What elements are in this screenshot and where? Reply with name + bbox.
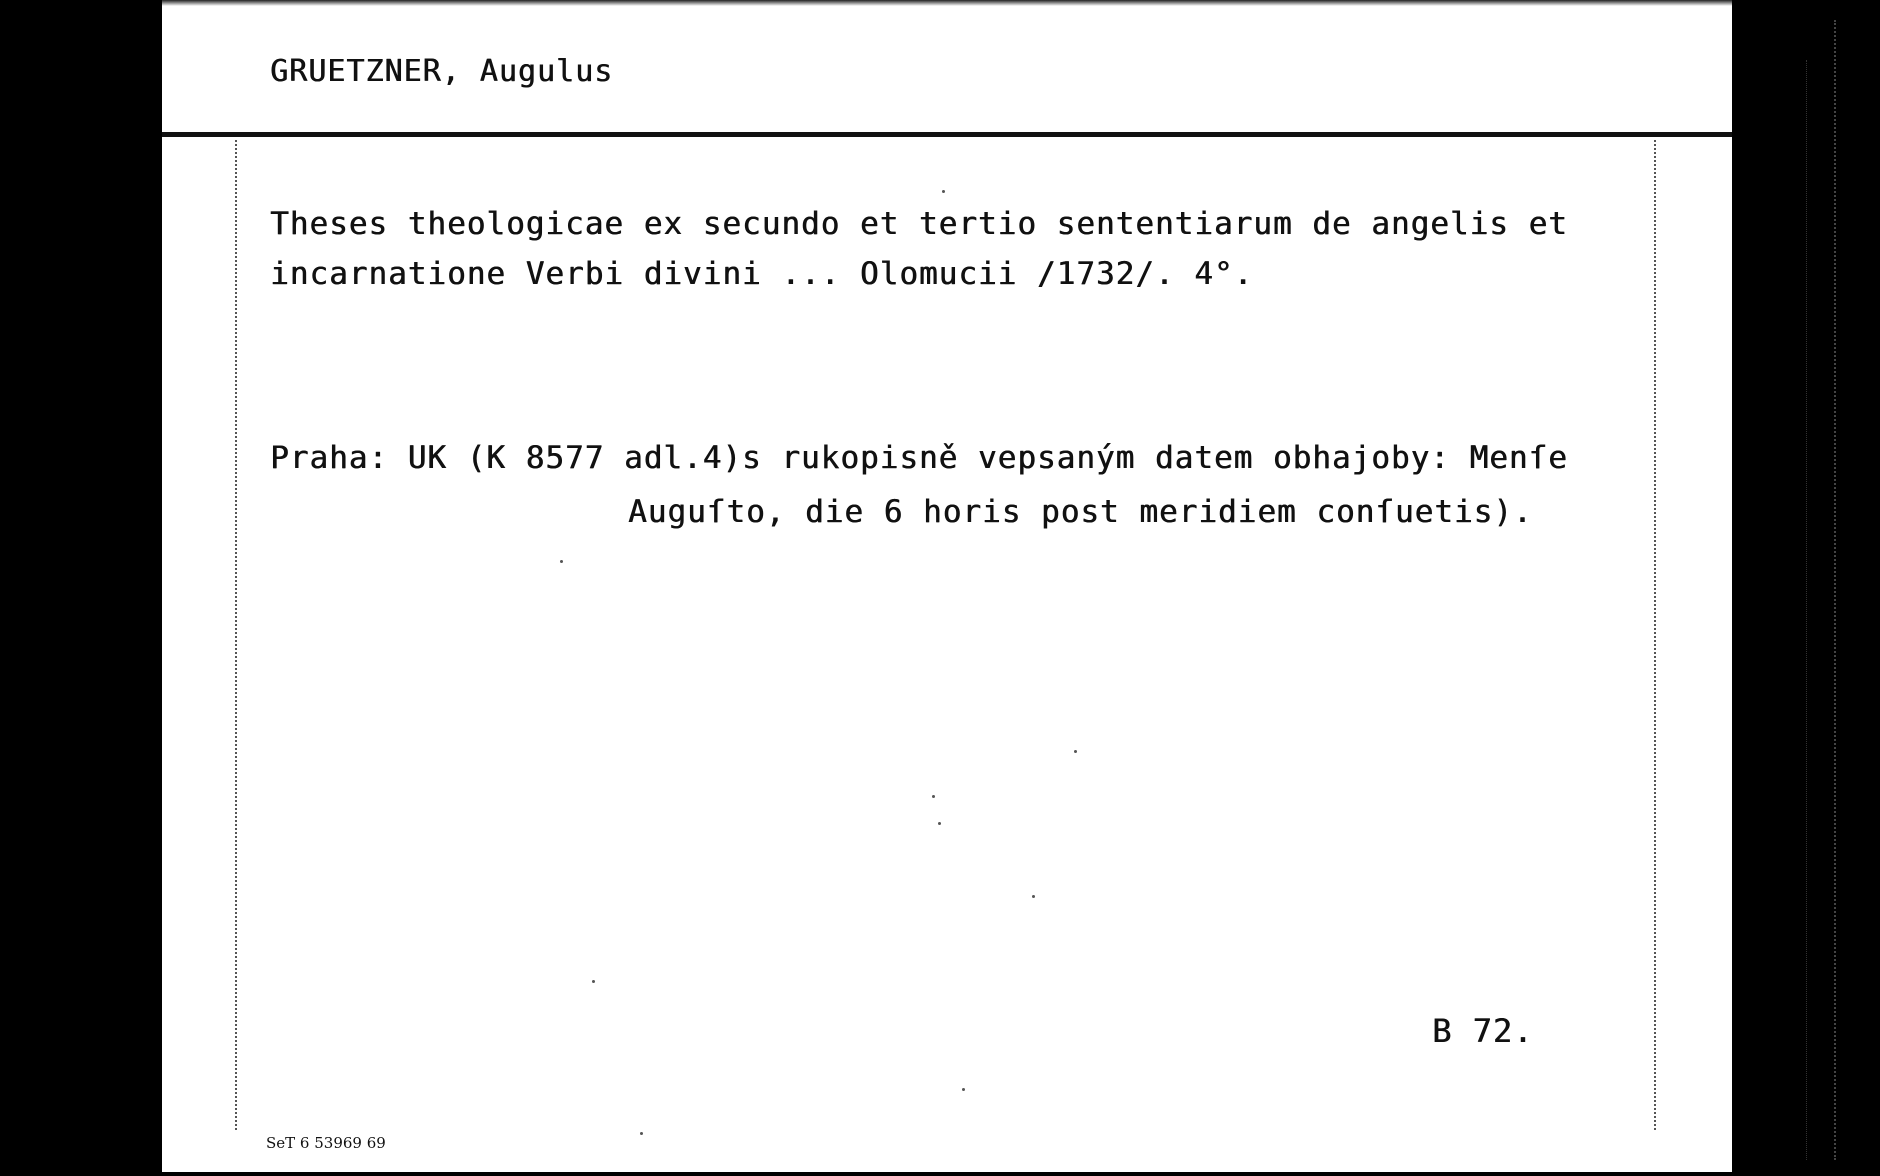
holding-line-2: Auguſto, die 6 horis post meridiem conſuetis). [628,494,1533,530]
scan-edge-dots [1834,20,1836,1160]
author-heading: GRUETZNER, Augulus [270,54,614,89]
title-line-1: Theses theologicae ex secundo et tertio sententiarum de angelis et [270,206,1568,242]
right-margin-line [1654,140,1656,1130]
card-top-edge [162,0,1732,6]
speck [962,1088,965,1091]
speck [1032,895,1035,898]
speck [938,822,941,825]
speck [932,795,935,798]
scan-edge-dots [1806,60,1807,1160]
speck [592,980,595,983]
speck [640,1132,643,1135]
holding-line-1: Praha: UK (K 8577 adl.4)s rukopisně vepsaným datem obhajoby: Menſe [270,440,1568,476]
shelfmark: B 72. [1432,1012,1534,1050]
heading-rule [162,132,1732,137]
left-margin-line [235,140,237,1130]
speck [1074,750,1077,753]
speck [560,560,563,563]
print-mark: SeT 6 53969 69 [266,1134,386,1152]
speck [942,190,945,193]
catalog-card [162,0,1732,1172]
title-line-2: incarnatione Verbi divini ... Olomucii /1732/. 4°. [270,256,1254,292]
